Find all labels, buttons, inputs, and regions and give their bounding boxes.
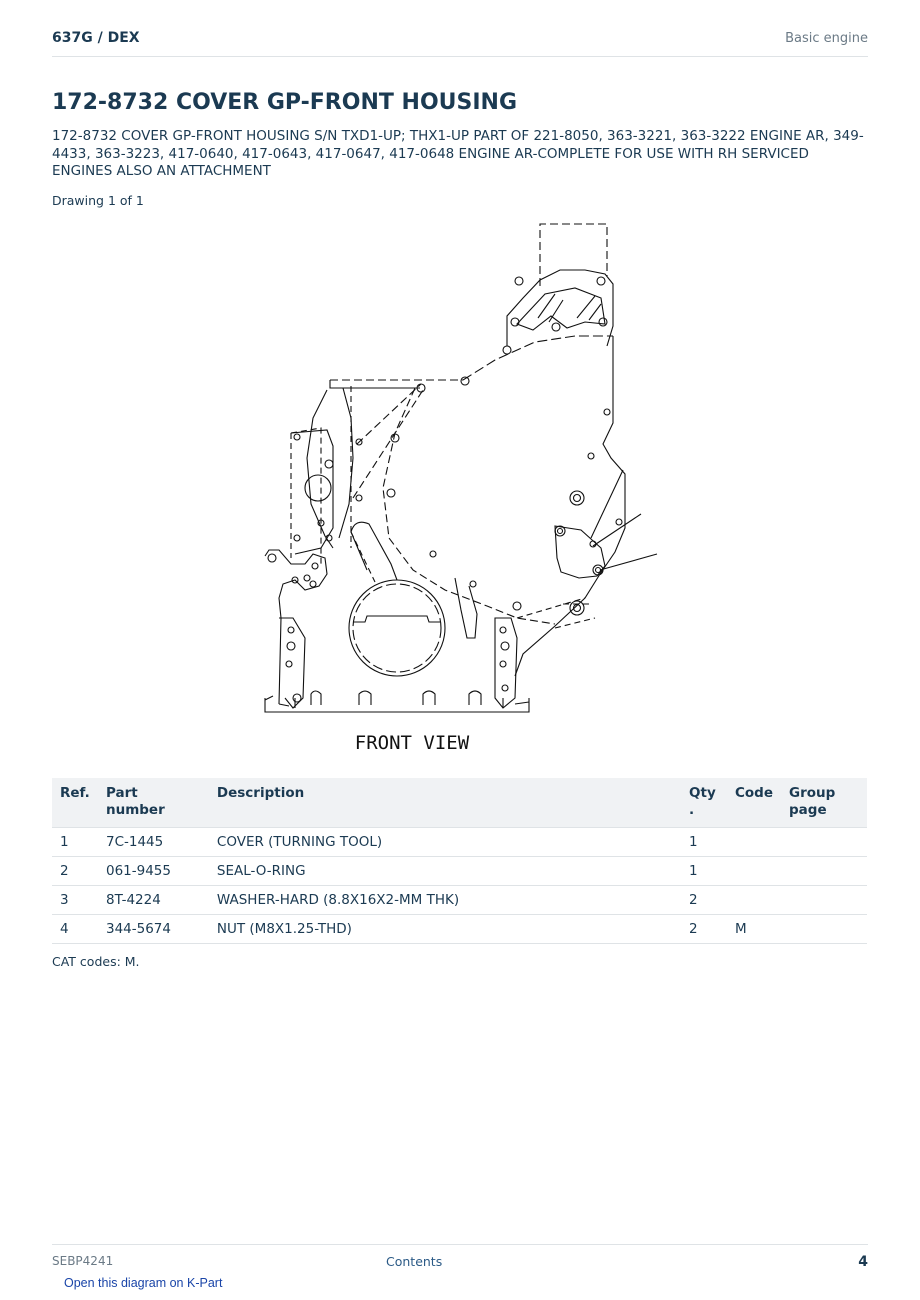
row-group-page xyxy=(781,886,867,915)
row-qty: 1 xyxy=(681,857,727,886)
drawing-caption: FRONT VIEW xyxy=(354,732,470,754)
cat-codes-note: CAT codes: M. xyxy=(52,954,140,969)
section-name: Basic engine xyxy=(785,31,868,46)
row-code: M xyxy=(727,915,781,944)
row-qty: 2 xyxy=(681,915,727,944)
col-ref: Ref. xyxy=(52,778,98,828)
front-housing-drawing xyxy=(255,218,675,763)
col-qty: Qty . xyxy=(681,778,727,828)
row-description: WASHER-HARD (8.8X16X2-MM THK) xyxy=(209,886,681,915)
row-part-number: 8T-4224 xyxy=(98,886,209,915)
model-breadcrumb: 637G / DEX xyxy=(52,30,140,46)
col-part-number: Part number xyxy=(98,778,209,828)
parts-table-header xyxy=(52,778,867,828)
contents-link[interactable]: Contents xyxy=(386,1254,443,1269)
row-ref: 2 xyxy=(52,857,98,886)
drawing-count-label: Drawing 1 of 1 xyxy=(52,193,144,208)
table-row xyxy=(52,828,867,857)
row-part-number: 7C-1445 xyxy=(98,828,209,857)
parts-table xyxy=(52,778,867,944)
table-row xyxy=(52,886,867,915)
kpart-link[interactable]: Open this diagram on K-Part xyxy=(64,1276,223,1290)
page-number: 4 xyxy=(858,1254,868,1270)
table-row xyxy=(52,857,867,886)
row-part-number: 344-5674 xyxy=(98,915,209,944)
row-group-page xyxy=(781,828,867,857)
row-ref: 4 xyxy=(52,915,98,944)
row-qty: 1 xyxy=(681,828,727,857)
row-part-number: 061-9455 xyxy=(98,857,209,886)
row-ref: 1 xyxy=(52,828,98,857)
row-group-page xyxy=(781,857,867,886)
row-code xyxy=(727,857,781,886)
row-description: COVER (TURNING TOOL) xyxy=(209,828,681,857)
page-title: 172-8732 COVER GP-FRONT HOUSING xyxy=(52,90,518,115)
row-description: NUT (M8X1.25-THD) xyxy=(209,915,681,944)
table-row xyxy=(52,915,867,944)
col-code: Code xyxy=(727,778,781,828)
row-group-page xyxy=(781,915,867,944)
row-code xyxy=(727,886,781,915)
col-description: Description xyxy=(209,778,681,828)
row-qty: 2 xyxy=(681,886,727,915)
document-number: SEBP4241 xyxy=(52,1254,114,1268)
row-ref: 3 xyxy=(52,886,98,915)
group-description: 172-8732 COVER GP-FRONT HOUSING S/N TXD1-UP; THX1-UP PART OF 221-8050, 363-3221, 363-3222 ENGINE AR, 349-4433, 363-3223, 417-0640, 417-0643, 417-0647, 417-0648 ENGINE AR-COMPLETE FOR USE WITH RH SERVICED ENGINES ALSO AN ATTACHMENT xyxy=(52,128,864,179)
page-footer xyxy=(52,1244,868,1275)
row-code xyxy=(727,828,781,857)
col-group-page: Group page xyxy=(781,778,867,828)
page-header xyxy=(52,28,868,57)
row-description: SEAL-O-RING xyxy=(209,857,681,886)
